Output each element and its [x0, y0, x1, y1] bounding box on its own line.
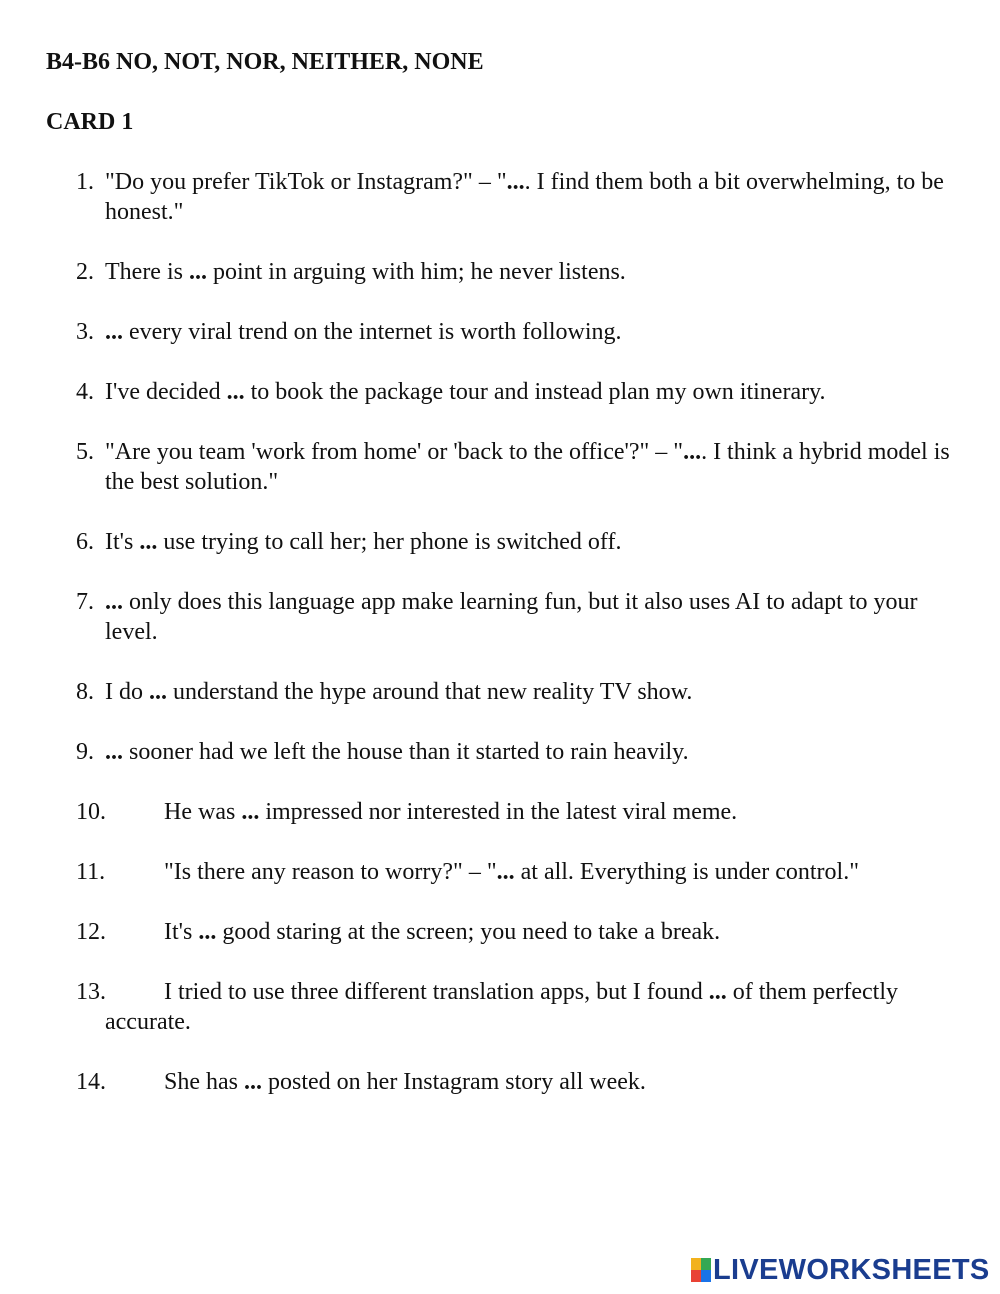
question-text [105, 1067, 966, 1097]
question-item [76, 437, 966, 497]
answer-gap[interactable]: ... [244, 1069, 262, 1095]
question-text [105, 797, 966, 827]
question-text [105, 437, 966, 497]
text-after: good staring at the screen; you need to take a break. [216, 919, 721, 945]
text-after: at all. Everything is under control." [514, 859, 860, 885]
question-number: 4. [76, 379, 94, 405]
question-text [105, 257, 966, 287]
question-item [76, 527, 966, 557]
text-before: It's [105, 529, 140, 555]
question-item [76, 797, 966, 827]
logo-text: LIVEWORKSHEETS [713, 1254, 990, 1286]
question-item [76, 377, 966, 407]
question-text [105, 977, 966, 1037]
answer-gap[interactable]: ... [226, 379, 245, 405]
question-number: 5. [76, 439, 94, 465]
question-text [105, 737, 966, 767]
logo-mark-cell [701, 1270, 711, 1282]
text-after: point in arguing with him; he never listens. [206, 259, 626, 285]
question-item [76, 257, 966, 287]
text-before: She has [164, 1069, 244, 1095]
text-after: to book the package tour and instead plan my own itinerary. [244, 379, 826, 405]
answer-gap[interactable]: ... [105, 319, 123, 345]
question-text [105, 527, 966, 557]
question-text [105, 677, 966, 707]
liveworksheets-logo-icon [691, 1258, 711, 1282]
question-item [76, 917, 966, 947]
question-text [105, 587, 966, 647]
answer-gap[interactable]: ... [149, 679, 167, 705]
text-after: sooner had we left the house than it started to rain heavily. [123, 739, 689, 765]
logo-mark-cell [691, 1270, 701, 1282]
text-after: every viral trend on the internet is worth following. [123, 319, 622, 345]
question-number: 7. [76, 589, 94, 615]
text-before: I tried to use three different translation apps, but I found [164, 979, 709, 1005]
text-before: I do [105, 679, 149, 705]
answer-gap[interactable]: ... [708, 979, 727, 1005]
question-number: 3. [76, 319, 94, 345]
text-before: He was [164, 799, 242, 825]
question-number: 12. [76, 919, 106, 945]
card-title: CARD 1 [46, 109, 134, 135]
answer-gap[interactable]: ... [683, 439, 702, 465]
question-number: 14. [76, 1069, 106, 1095]
text-after: of them perfectly accurate. [105, 979, 898, 1035]
answer-gap[interactable]: ... [241, 799, 260, 825]
text-before: "Do you prefer TikTok or Instagram?" – " [105, 169, 507, 195]
text-after: only does this language app make learning fun, but it also uses AI to adapt to your level. [105, 589, 918, 645]
question-number: 10. [76, 799, 106, 825]
text-after: impressed nor interested in the latest viral meme. [259, 799, 738, 825]
question-item [76, 1067, 966, 1097]
page-title: B4-B6 NO, NOT, NOR, NEITHER, NONE [46, 49, 484, 75]
text-before: It's [164, 919, 199, 945]
answer-gap[interactable]: ... [105, 739, 123, 765]
question-item [76, 587, 966, 647]
question-number: 2. [76, 259, 94, 285]
text-after: . I think a hybrid model is the best solution." [105, 439, 950, 495]
question-number: 11. [76, 859, 106, 885]
question-text [105, 917, 966, 947]
answer-gap[interactable]: ... [496, 859, 515, 885]
question-text [105, 317, 966, 347]
question-text [105, 857, 966, 887]
liveworksheets-logo [691, 1255, 990, 1285]
answer-gap[interactable]: ... [198, 919, 217, 945]
answer-gap[interactable]: ... [506, 169, 525, 195]
text-after: posted on her Instagram story all week. [262, 1069, 646, 1095]
text-after: use trying to call her; her phone is switched off. [157, 529, 622, 555]
question-text [105, 167, 966, 227]
question-number: 9. [76, 739, 94, 765]
question-item [76, 167, 966, 227]
answer-gap[interactable]: ... [139, 529, 158, 555]
logo-mark-cell [691, 1258, 701, 1270]
question-text [105, 377, 966, 407]
question-number: 6. [76, 529, 94, 555]
question-item [76, 737, 966, 767]
text-before: "Are you team 'work from home' or 'back to the office'?" – " [105, 439, 684, 465]
answer-gap[interactable]: ... [105, 589, 123, 615]
question-item [76, 677, 966, 707]
logo-mark-cell [701, 1258, 711, 1270]
question-number: 13. [76, 979, 106, 1005]
question-item [76, 857, 966, 887]
text-after: . I find them both a bit overwhelming, to be honest." [105, 169, 944, 225]
text-before: "Is there any reason to worry?" – " [164, 859, 497, 885]
question-number: 1. [76, 169, 94, 195]
question-item [76, 977, 966, 1037]
text-before: There is [105, 259, 189, 285]
text-after: understand the hype around that new reality TV show. [167, 679, 693, 705]
question-item [76, 317, 966, 347]
answer-gap[interactable]: ... [188, 259, 207, 285]
question-number: 8. [76, 679, 94, 705]
text-before: I've decided [105, 379, 227, 405]
